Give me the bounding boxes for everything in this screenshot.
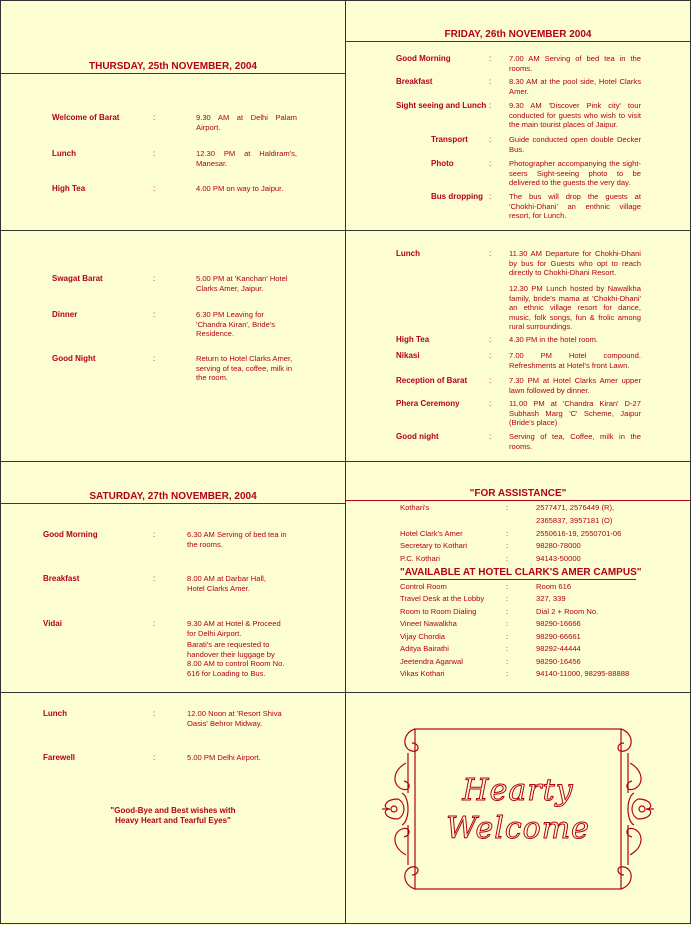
colon: :: [506, 582, 509, 591]
colon: :: [506, 594, 509, 603]
row-label: Breakfast: [43, 574, 80, 583]
assistance-panel: [345, 461, 691, 693]
row-label: Phera Ceremony: [396, 399, 460, 408]
farewell-quote-line2: Heavy Heart and Tearful Eyes": [115, 816, 231, 825]
row-label: Lunch: [52, 149, 76, 158]
contact-number: 98280-78000: [536, 541, 581, 550]
row-label: Lunch: [396, 249, 420, 258]
colon: :: [506, 619, 509, 628]
row-value: 11.00 PM at 'Chandra Kiran' D-27 Subhash Marg 'C' Scheme, Jaipur (Bride's place): [509, 399, 641, 427]
colon: :: [153, 184, 156, 193]
colon: :: [153, 709, 156, 718]
colon: :: [489, 335, 492, 344]
campus-number: 98290-66661: [536, 632, 581, 641]
campus-name: Vijay Chordia: [400, 632, 446, 641]
campus-number: 327, 339: [536, 594, 566, 603]
colon: :: [506, 657, 509, 666]
row-label: Photo: [431, 159, 454, 168]
row-value: 9.30 AM at Hotel & Proceed for Delhi Airport.: [187, 619, 281, 638]
row-value: 12.30 PM at Haldiram's, Manesar.: [196, 149, 297, 168]
colon: :: [489, 432, 492, 441]
row-label: Dinner: [52, 310, 78, 319]
colon: :: [506, 607, 509, 616]
colon: :: [489, 54, 492, 63]
row-value: 4.30 PM in the hotel room.: [509, 335, 599, 344]
friday-panel-bottom: [345, 230, 691, 462]
friday-header: FRIDAY, 26th NOVEMBER 2004: [444, 29, 592, 40]
colon: :: [153, 753, 156, 762]
row-label: Good night: [396, 432, 439, 441]
campus-name: Control Room: [400, 582, 447, 591]
colon: :: [506, 554, 509, 563]
campus-name: Aditya Bairathi: [400, 644, 449, 653]
colon: :: [153, 574, 156, 583]
campus-number: Room 616: [536, 582, 572, 591]
contact-number: 2577471, 2576449 (R),: [536, 503, 615, 512]
thursday-panel-top: [0, 0, 346, 231]
welcome-panel: [345, 692, 691, 924]
colon: :: [489, 77, 492, 86]
colon: :: [506, 632, 509, 641]
row-label: Welcome of Barat: [52, 113, 120, 122]
right-flourish-icon: [618, 729, 654, 889]
campus-rule: [400, 579, 636, 580]
row-label: Reception of Barat: [396, 376, 468, 385]
row-value: 7.00 AM Serving of bed tea in the rooms.: [509, 54, 641, 73]
row-value: 7.30 PM at Hotel Clarks Amer upper lawn followed by dinner.: [509, 376, 641, 395]
colon: :: [489, 249, 492, 258]
campus-name: Vineet Nawalkha: [400, 619, 457, 628]
campus-name: Room to Room Dialing: [400, 607, 477, 616]
campus-header: "AVAILABLE AT HOTEL CLARK'S AMER CAMPUS": [400, 567, 642, 578]
campus-number: 94140-11000, 98295-88888: [536, 669, 630, 678]
colon: :: [489, 192, 492, 201]
colon: :: [506, 541, 509, 550]
saturday-panel-top: [0, 461, 346, 693]
colon: :: [489, 101, 492, 110]
row-label: Lunch: [43, 709, 67, 718]
campus-number: Dial 2 + Room No.: [536, 607, 599, 616]
colon: :: [506, 529, 509, 538]
row-label: Sight seeing and Lunch: [396, 101, 487, 110]
row-value: 12.00 Noon at 'Resort Shiva Oasis' Behror Midway.: [187, 709, 282, 728]
row-value: 5.00 PM at 'Kanchan' Hotel Clarks Amer, Jaipur.: [196, 274, 288, 293]
row-label: Breakfast: [396, 77, 433, 86]
row-value: 11.30 AM Departure for Chokhi-Dhani by bus for Guests who opt to reach directly to Chokhi-Dhani Resort.: [509, 249, 641, 277]
saturday-header: SATURDAY, 27th NOVEMBER, 2004: [89, 491, 257, 502]
row-value: Guide conducted open double Decker Bus.: [509, 135, 641, 154]
contact-number: 2550616-19, 2550701-06: [536, 529, 622, 538]
colon: :: [489, 399, 492, 408]
row-value: Serving of tea, Coffee, milk in the rooms.: [509, 432, 641, 451]
thursday-panel-bottom: [0, 230, 346, 462]
row-value: 8.00 AM at Darbar Hall, Hotel Clarks Amer.: [187, 574, 266, 593]
row-value: 7.00 PM Hotel compound. Refreshments at Hotel's front Lawn.: [509, 351, 641, 370]
left-flourish-icon: [382, 729, 418, 889]
row-value: 9.30 AM at Delhi Palam Airport.: [196, 113, 297, 132]
colon: :: [506, 503, 509, 512]
contact-number: 2365837, 3957181 (O): [536, 516, 613, 525]
campus-name: Vikas Kothari: [400, 669, 445, 678]
friday-panel-top: [345, 0, 691, 231]
row-value: Barati's are requested to handover their luggage by 8.00 AM to control Room No. 616 for Loading to Bus.: [187, 640, 285, 678]
campus-number: 98290-16666: [536, 619, 581, 628]
contact-name: Secretary to Kothari: [400, 541, 468, 550]
farewell-quote-line1: "Good-Bye and Best wishes with: [110, 806, 236, 815]
saturday-panel-bottom: [0, 692, 346, 924]
colon: :: [489, 351, 492, 360]
campus-name: Jeetendra Agarwal: [400, 657, 463, 666]
row-value: 6.30 PM Leaving for 'Chandra Kiran', Bride's Residence.: [196, 310, 276, 338]
colon: :: [506, 644, 509, 653]
row-value: Return to Hotel Clarks Amer, serving of tea, coffee, milk in the room.: [196, 354, 293, 382]
row-value: 9.30 AM 'Discover Pink city' tour conducted for guests who wish to visit the main tourist places of Jaipur.: [509, 101, 641, 129]
header-rule: [346, 41, 690, 42]
colon: :: [153, 619, 156, 628]
contact-number: 94143-50000: [536, 554, 581, 563]
header-rule: [1, 503, 345, 504]
colon: :: [153, 274, 156, 283]
contact-name: Hotel Clark's Amer: [400, 529, 463, 538]
welcome-line2: Welcome: [446, 811, 590, 846]
header-rule: [1, 73, 345, 74]
row-label: Vidai: [43, 619, 62, 628]
row-value: 4.00 PM on way to Jaipur.: [196, 184, 284, 193]
colon: :: [153, 113, 156, 122]
row-value: 6.30 AM Serving of bed tea in the rooms.: [187, 530, 287, 549]
contact-name: Kothari's: [400, 503, 430, 512]
header-rule: [346, 500, 690, 501]
contact-name: P.C. Kothari: [400, 554, 440, 563]
colon: :: [489, 376, 492, 385]
campus-number: 98290-16456: [536, 657, 581, 666]
row-label: Farewell: [43, 753, 76, 762]
assistance-header: "FOR ASSISTANCE": [469, 488, 567, 499]
colon: :: [153, 310, 156, 319]
row-label: Swagat Barat: [52, 274, 103, 283]
welcome-line1: Hearty: [462, 773, 574, 808]
campus-name: Travel Desk at the Lobby: [400, 594, 485, 603]
campus-number: 98292-44444: [536, 644, 581, 653]
thursday-header: THURSDAY, 25th NOVEMBER, 2004: [88, 61, 257, 72]
row-value: 8.30 AM at the pool side, Hotel Clarks Amer.: [509, 77, 641, 96]
row-label: Good Night: [52, 354, 96, 363]
row-label: Nikasi: [396, 351, 420, 360]
colon: :: [489, 135, 492, 144]
colon: :: [153, 530, 156, 539]
row-label: Good Morning: [396, 54, 451, 63]
row-label: Bus dropping: [431, 192, 483, 201]
row-value: Photographer accompanying the sight-seers Sight-seeing photo to be delivered to the guests the very day.: [509, 159, 641, 187]
colon: :: [153, 149, 156, 158]
welcome-ornament-frame: [346, 693, 691, 925]
colon: :: [153, 354, 156, 363]
row-value: 5.00 PM Delhi Airport.: [187, 753, 261, 762]
row-value: 12.30 PM Lunch hosted by Nawalkha family, bride's mama at 'Chokhi-Dhani' an ethnic village resort for dance, music, folk songs, fun & frolic among rural surroundings.: [509, 284, 641, 331]
row-label: High Tea: [52, 184, 86, 193]
row-label: Transport: [431, 135, 468, 144]
row-value: The bus will drop the guests at 'Chokhi-Dhani' an enthnic village resort, for Lunch.: [509, 192, 641, 220]
row-label: Good Morning: [43, 530, 98, 539]
colon: :: [489, 159, 492, 168]
colon: :: [506, 669, 509, 678]
row-label: High Tea: [396, 335, 430, 344]
